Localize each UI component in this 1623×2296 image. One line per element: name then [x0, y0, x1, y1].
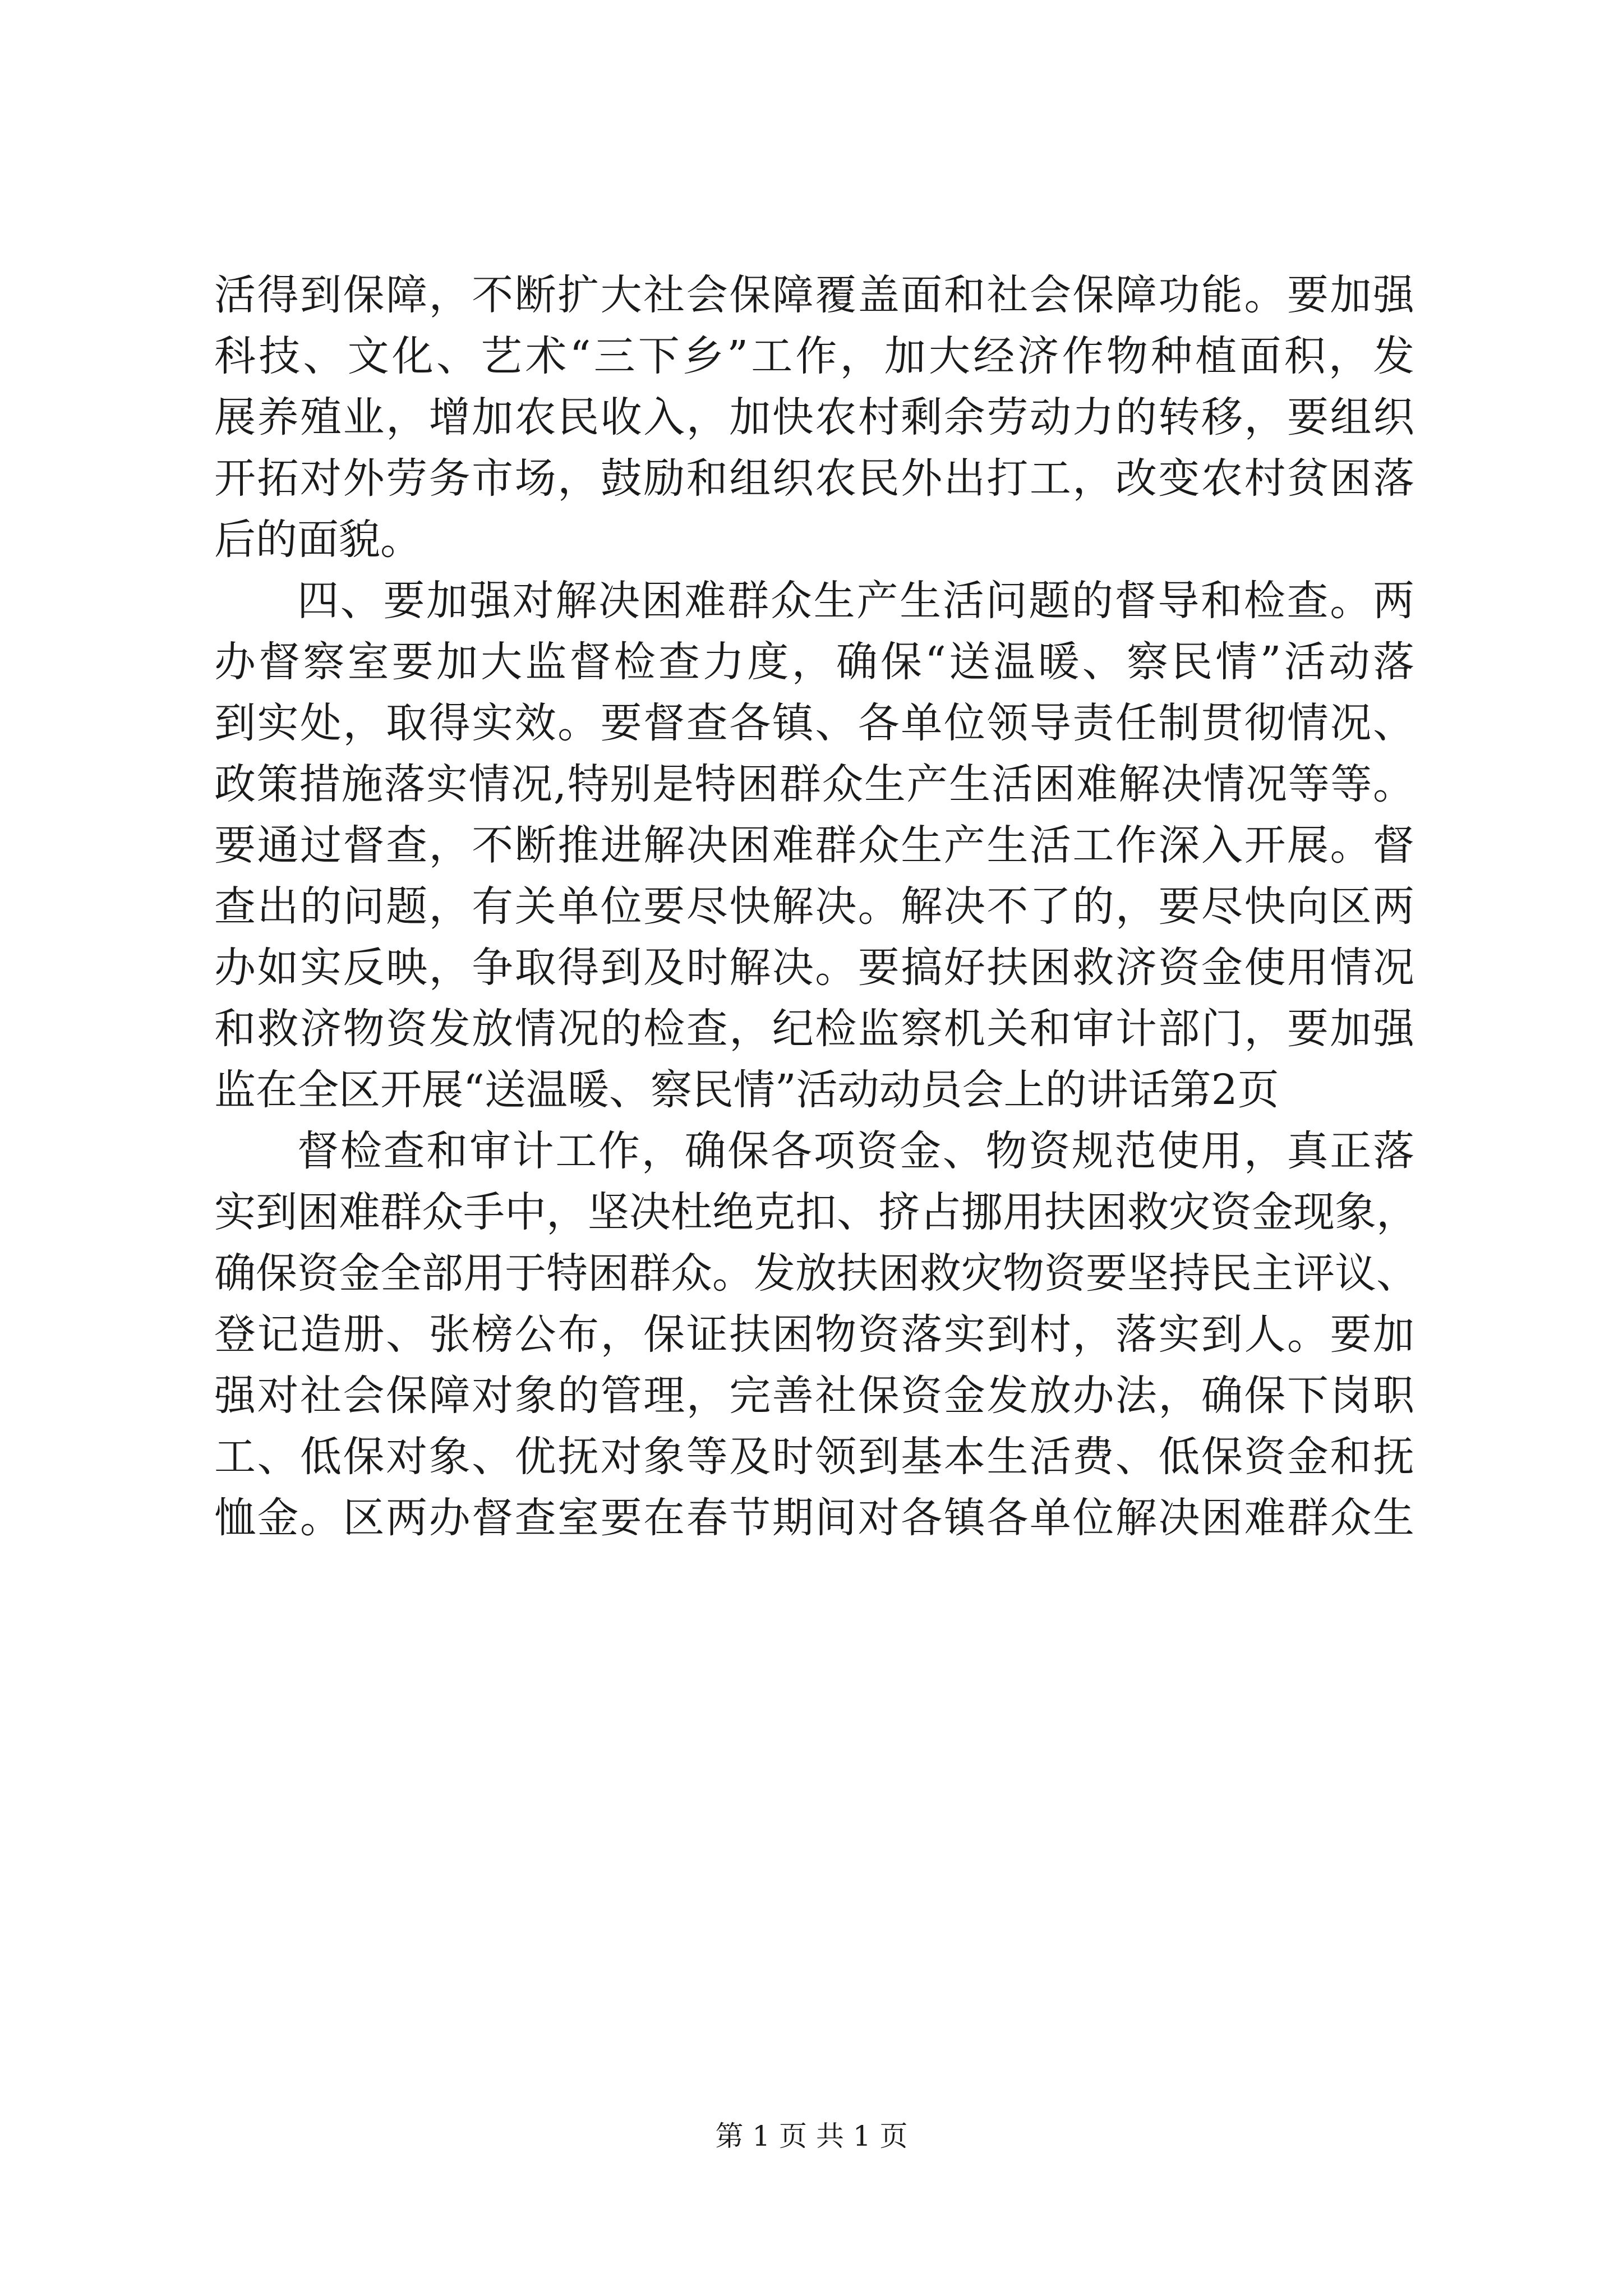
text-line: 科技、文化、艺术“三下乡”工作，加大经济作物种植面积，发 — [214, 332, 1414, 380]
text-line: 实到困难群众手中，坚决杜绝克扣、挤占挪用扶困救灾资金现象， — [214, 1188, 1418, 1236]
text-line: 办督察室要加大监督检查力度，确保“送温暖、察民情”活动落 — [214, 638, 1414, 686]
paragraph-start-line: 四、要加强对解决困难群众生产生活问题的督导和检查。两 — [297, 577, 1414, 625]
text-line: 工、低保对象、优抚对象等及时领到基本生活费、低保资金和抚 — [214, 1433, 1414, 1481]
text-line: 要通过督查，不断推进解决困难群众生产生活工作深入开展。督 — [214, 821, 1414, 869]
text-line: 确保资金全部用于特困群众。发放扶困救灾物资要坚持民主评议、 — [214, 1249, 1418, 1297]
text-line: 查出的问题，有关单位要尽快解决。解决不了的，要尽快向区两 — [214, 882, 1414, 931]
text-line: 办如实反映，争取得到及时解决。要搞好扶困救济资金使用情况 — [214, 944, 1414, 992]
text-line: 强对社会保障对象的管理，完善社保资金发放办法，确保下岗职 — [214, 1372, 1414, 1420]
text-line: 和救济物资发放情况的检查，纪检监察机关和审计部门，要加强 — [214, 1005, 1414, 1053]
paragraph-start-line: 督检查和审计工作，确保各项资金、物资规范使用，真正落 — [297, 1127, 1414, 1175]
text-line: 登记造册、张榜公布，保证扶困物资落实到村，落实到人。要加 — [214, 1310, 1414, 1359]
text-line: 开拓对外劳务市场，鼓励和组织农民外出打工，改变农村贫困落 — [214, 454, 1414, 503]
text-line: 政策措施落实情况,特别是特困群众生产生活困难解决情况等等。 — [214, 760, 1414, 808]
page-break-line: 监在全区开展“送温暖、察民情”活动动员会上的讲话第2页 — [214, 1066, 1279, 1114]
document-body — [214, 265, 1418, 1549]
page-footer: 第 1 页 共 1 页 — [715, 2120, 908, 2152]
text-line: 到实处，取得实效。要督查各镇、各单位领导责任制贯彻情况、 — [214, 699, 1414, 747]
text-line: 恤金。区两办督查室要在春节期间对各镇各单位解决困难群众生 — [214, 1494, 1414, 1542]
text-line: 后的面貌。 — [214, 516, 422, 564]
text-line: 活得到保障，不断扩大社会保障覆盖面和社会保障功能。要加强 — [214, 271, 1414, 319]
text-line: 展养殖业，增加农民收入，加快农村剩余劳动力的转移，要组织 — [214, 393, 1414, 441]
